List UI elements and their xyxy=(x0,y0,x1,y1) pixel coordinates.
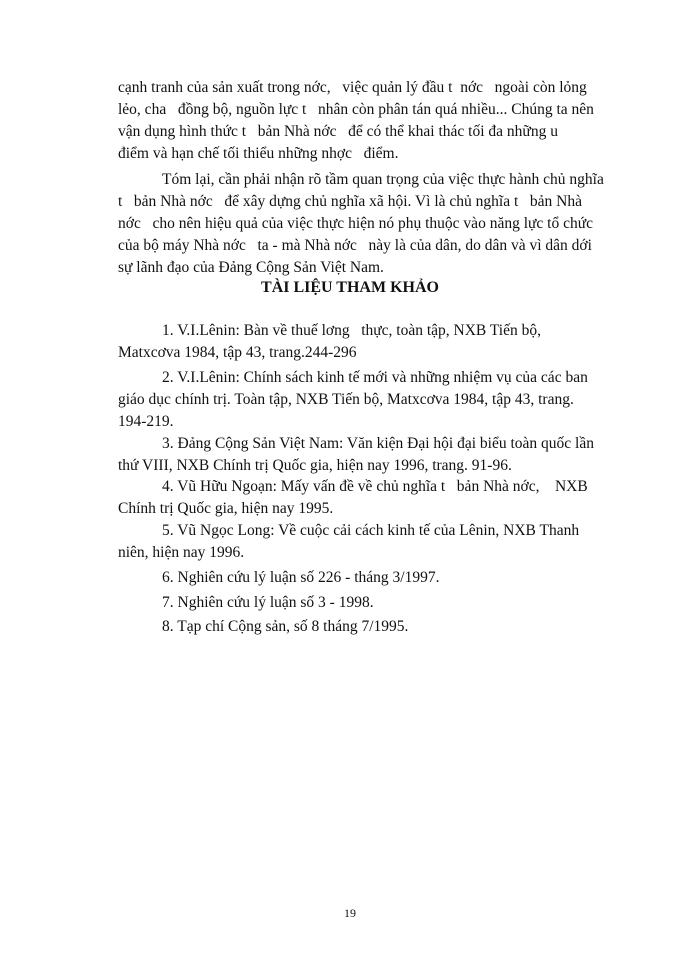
text-line: niên, hiện nay 1996. xyxy=(118,544,245,561)
text-line: 1. V.I.Lênin: Bàn về thuế lơng thực, toàn tập, NXB Tiến bộ, xyxy=(162,322,541,339)
text-line: của bộ máy Nhà nớc ta - mà Nhà nớc này là của dân, do dân và vì dân dới xyxy=(118,237,592,254)
page-number: 19 xyxy=(344,906,356,920)
text-line: 7. Nghiên cứu lý luận số 3 - 1998. xyxy=(162,594,374,611)
text-line: Chính trị Quốc gia, hiện nay 1995. xyxy=(118,500,334,517)
text-line: t bản Nhà nớc để xây dựng chủ nghĩa xã hội. Vì là chủ nghĩa t bản Nhà xyxy=(118,193,582,210)
text-line: 5. Vũ Ngọc Long: Về cuộc cải cách kinh tế của Lênin, NXB Thanh xyxy=(162,522,580,539)
text-line: 2. V.I.Lênin: Chính sách kinh tế mới và những nhiệm vụ của các ban xyxy=(162,369,588,386)
text-line: điểm và hạn chế tối thiểu những nhợc điểm. xyxy=(118,145,399,162)
text-line: vận dụng hình thức t bản Nhà nớc để có thể khai thác tối đa những u xyxy=(118,123,558,140)
text-line: lẻo, cha đồng bộ, nguồn lực t nhân còn phân tán quá nhiều... Chúng ta nên xyxy=(118,101,594,118)
text-line: thứ VIII, NXB Chính trị Quốc gia, hiện nay 1996, trang. 91-96. xyxy=(118,457,512,474)
text-line: 3. Đảng Cộng Sản Việt Nam: Văn kiện Đại hội đại biểu toàn quốc lần xyxy=(162,435,594,452)
text-line: Tóm lại, cần phải nhận rõ tầm quan trọng của việc thực hành chủ nghĩa xyxy=(162,171,604,188)
text-line: 4. Vũ Hữu Ngoạn: Mấy vấn đề về chủ nghĩa t bản Nhà nớc, NXB xyxy=(162,478,588,495)
text-line: 194-219. xyxy=(118,413,174,430)
text-line: 6. Nghiên cứu lý luận số 226 - tháng 3/1997. xyxy=(162,569,440,586)
text-line: cạnh tranh của sản xuất trong nớc, việc quản lý đầu t nớc ngoài còn lỏng xyxy=(118,79,587,96)
text-line: 8. Tạp chí Cộng sản, số 8 tháng 7/1995. xyxy=(162,618,409,635)
references-heading: TÀI LIỆU THAM KHẢO xyxy=(261,279,439,296)
text-line: sự lãnh đạo của Đảng Cộng Sản Việt Nam. xyxy=(118,259,384,276)
text-line: giáo dục chính trị. Toàn tập, NXB Tiến bộ, Matxcơva 1984, tập 43, trang. xyxy=(118,391,574,408)
text-line: nớc cho nên hiệu quả của việc thực hiện nó phụ thuộc vào năng lực tổ chức xyxy=(118,215,593,232)
text-line: Matxcơva 1984, tập 43, trang.244-296 xyxy=(118,344,357,361)
